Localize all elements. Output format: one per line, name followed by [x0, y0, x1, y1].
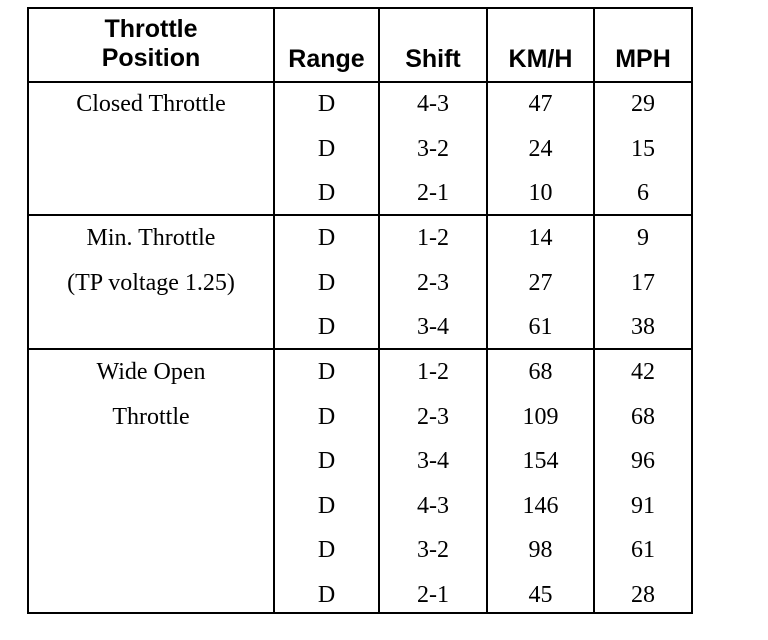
cell-kmh: 154	[522, 448, 559, 474]
cell-range: D	[317, 225, 336, 251]
shift-speed-table	[27, 7, 693, 614]
cell-range: D	[317, 180, 336, 206]
header-kmh: KM/H	[508, 45, 573, 73]
cell-shift: 3-2	[417, 537, 449, 563]
cell-mph: 42	[631, 359, 655, 385]
cell-range: D	[317, 581, 336, 608]
header-shift: Shift	[405, 45, 461, 73]
cell-kmh: 45	[528, 581, 553, 608]
cell-shift: 2-3	[417, 269, 449, 296]
cell-mph: 6	[637, 180, 649, 206]
throttle-position-label: Min. Throttle	[86, 225, 216, 251]
cell-shift: 3-2	[417, 135, 449, 162]
cell-mph: 96	[631, 448, 655, 474]
cell-range: D	[317, 492, 336, 519]
header-mph: MPH	[615, 45, 671, 73]
cell-kmh: 47	[528, 91, 553, 117]
cell-kmh: 27	[528, 269, 553, 296]
cell-mph: 15	[631, 135, 655, 162]
throttle-position-label: (TP voltage 1.25)	[67, 269, 235, 296]
cell-shift: 1-2	[417, 225, 449, 251]
cell-kmh: 14	[528, 225, 553, 251]
cell-kmh: 98	[528, 537, 553, 563]
cell-shift: 4-3	[417, 91, 449, 117]
header-range: Range	[288, 45, 365, 73]
cell-mph: 61	[631, 537, 655, 563]
cell-mph: 17	[631, 269, 655, 296]
cell-kmh: 68	[528, 359, 553, 385]
cell-kmh: 146	[522, 492, 559, 519]
cell-shift: 4-3	[417, 492, 449, 519]
cell-range: D	[317, 91, 336, 117]
cell-mph: 91	[631, 492, 655, 519]
cell-shift: 1-2	[417, 359, 449, 385]
cell-range: D	[317, 314, 336, 340]
cell-kmh: 109	[522, 403, 559, 430]
cell-mph: 68	[631, 403, 655, 430]
cell-range: D	[317, 537, 336, 563]
cell-range: D	[317, 359, 336, 385]
cell-shift: 2-1	[417, 180, 449, 206]
header-throttle-position-line1: Throttle	[104, 15, 198, 43]
cell-mph: 28	[631, 581, 655, 608]
group-divider	[29, 348, 691, 350]
cell-shift: 3-4	[417, 448, 449, 474]
cell-kmh: 61	[528, 314, 553, 340]
cell-mph: 38	[631, 314, 655, 340]
header-divider	[29, 81, 691, 83]
cell-range: D	[317, 448, 336, 474]
cell-kmh: 24	[528, 135, 553, 162]
cell-shift: 3-4	[417, 314, 449, 340]
cell-kmh: 10	[528, 180, 553, 206]
header-throttle-position-line2: Position	[101, 44, 201, 72]
cell-mph: 29	[631, 91, 655, 117]
cell-range: D	[317, 135, 336, 162]
cell-range: D	[317, 403, 336, 430]
group-divider	[29, 214, 691, 216]
header-throttle-position	[29, 15, 273, 73]
cell-shift: 2-1	[417, 581, 449, 608]
throttle-position-label: Closed Throttle	[76, 91, 226, 117]
throttle-position-label: Wide Open	[96, 359, 206, 385]
cell-shift: 2-3	[417, 403, 449, 430]
throttle-position-label: Throttle	[112, 403, 190, 430]
cell-range: D	[317, 269, 336, 296]
cell-mph: 9	[637, 225, 649, 251]
